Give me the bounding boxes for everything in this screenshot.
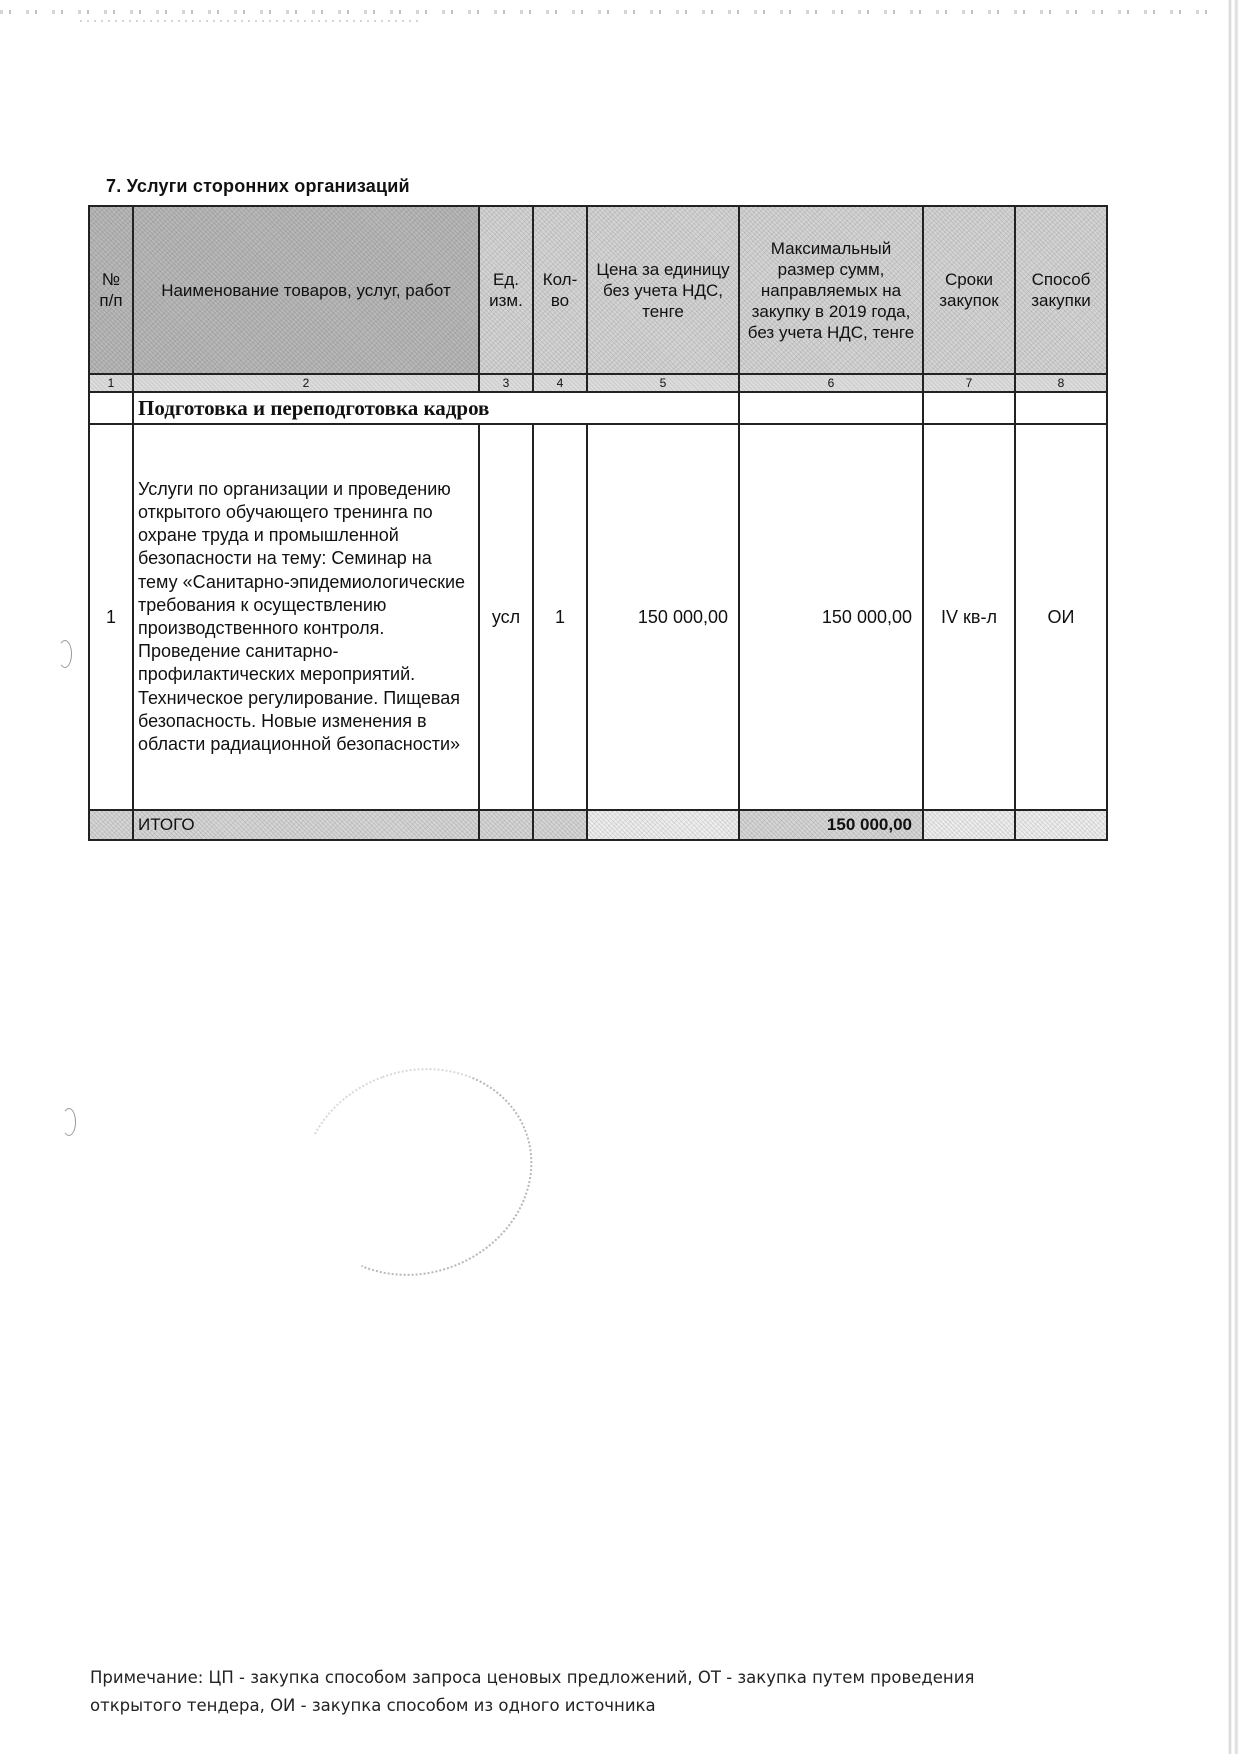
group-row — [89, 392, 1107, 424]
total-empty-cell — [533, 810, 587, 840]
punch-hole-mark — [58, 640, 72, 668]
section-title: 7. Услуги сторонних организаций — [106, 176, 410, 196]
header-qty: Кол-во — [533, 206, 587, 374]
row-term: IV кв-л — [923, 424, 1015, 810]
column-number: 3 — [479, 374, 533, 392]
row-price: 150 000,00 — [587, 424, 739, 810]
group-title: Подготовка и переподготовка кадров — [133, 392, 739, 424]
row-qty: 1 — [533, 424, 587, 810]
total-sum: 150 000,00 — [739, 810, 923, 840]
row-num: 1 — [89, 424, 133, 810]
total-row — [89, 810, 1107, 840]
column-number: 5 — [587, 374, 739, 392]
header-num: № п/п — [89, 206, 133, 374]
column-number: 6 — [739, 374, 923, 392]
header-term: Сроки закупок — [923, 206, 1015, 374]
footnote: Примечание: ЦП - закупка способом запроса ценовых предложений, ОТ - закупка путем проведения открытого тендера, ОИ - закупка способом из одного источника — [90, 1668, 975, 1715]
column-number: 2 — [133, 374, 479, 392]
scan-edge-top — [0, 10, 1215, 14]
punch-hole-mark — [62, 1108, 76, 1136]
total-empty-cell — [1015, 810, 1107, 840]
header-method: Способ закупки — [1015, 206, 1107, 374]
table-header-row — [89, 206, 1107, 374]
column-number: 1 — [89, 374, 133, 392]
procurement-table — [88, 205, 1108, 841]
row-name: Услуги по организации и проведению открытого обучающего тренинга по охране труда и промышленной безопасности на тему: Семинар на тему «Санитарно-эпидемиологические требования к осуществлению производственного контроля. Проведение санитарно-профилактических мероприятий. Техническое регулирование. Пищевая безопасность. Новые изменения в области радиационной безопасности» — [133, 424, 479, 810]
column-number: 4 — [533, 374, 587, 392]
group-empty-cell — [1015, 392, 1107, 424]
row-max-sum: 150 000,00 — [739, 424, 923, 810]
group-empty-cell — [89, 392, 133, 424]
column-number: 8 — [1015, 374, 1107, 392]
total-empty-cell — [479, 810, 533, 840]
table-row — [89, 424, 1107, 810]
faded-stamp — [272, 1036, 562, 1308]
total-label: ИТОГО — [133, 810, 479, 840]
header-max-sum: Максимальный размер сумм, направляемых на закупку в 2019 года, без учета НДС, тенге — [739, 206, 923, 374]
column-number-row — [89, 374, 1107, 392]
column-number: 7 — [923, 374, 1015, 392]
total-empty-cell — [89, 810, 133, 840]
row-method: ОИ — [1015, 424, 1107, 810]
header-unit: Ед. изм. — [479, 206, 533, 374]
header-name: Наименование товаров, услуг, работ — [133, 206, 479, 374]
total-empty-cell — [587, 810, 739, 840]
group-empty-cell — [739, 392, 923, 424]
header-price: Цена за единицу без учета НДС, тенге — [587, 206, 739, 374]
group-empty-cell — [923, 392, 1015, 424]
scan-edge-top-secondary — [80, 20, 420, 22]
scan-edge-right — [1218, 0, 1240, 1754]
total-empty-cell — [923, 810, 1015, 840]
row-unit: усл — [479, 424, 533, 810]
